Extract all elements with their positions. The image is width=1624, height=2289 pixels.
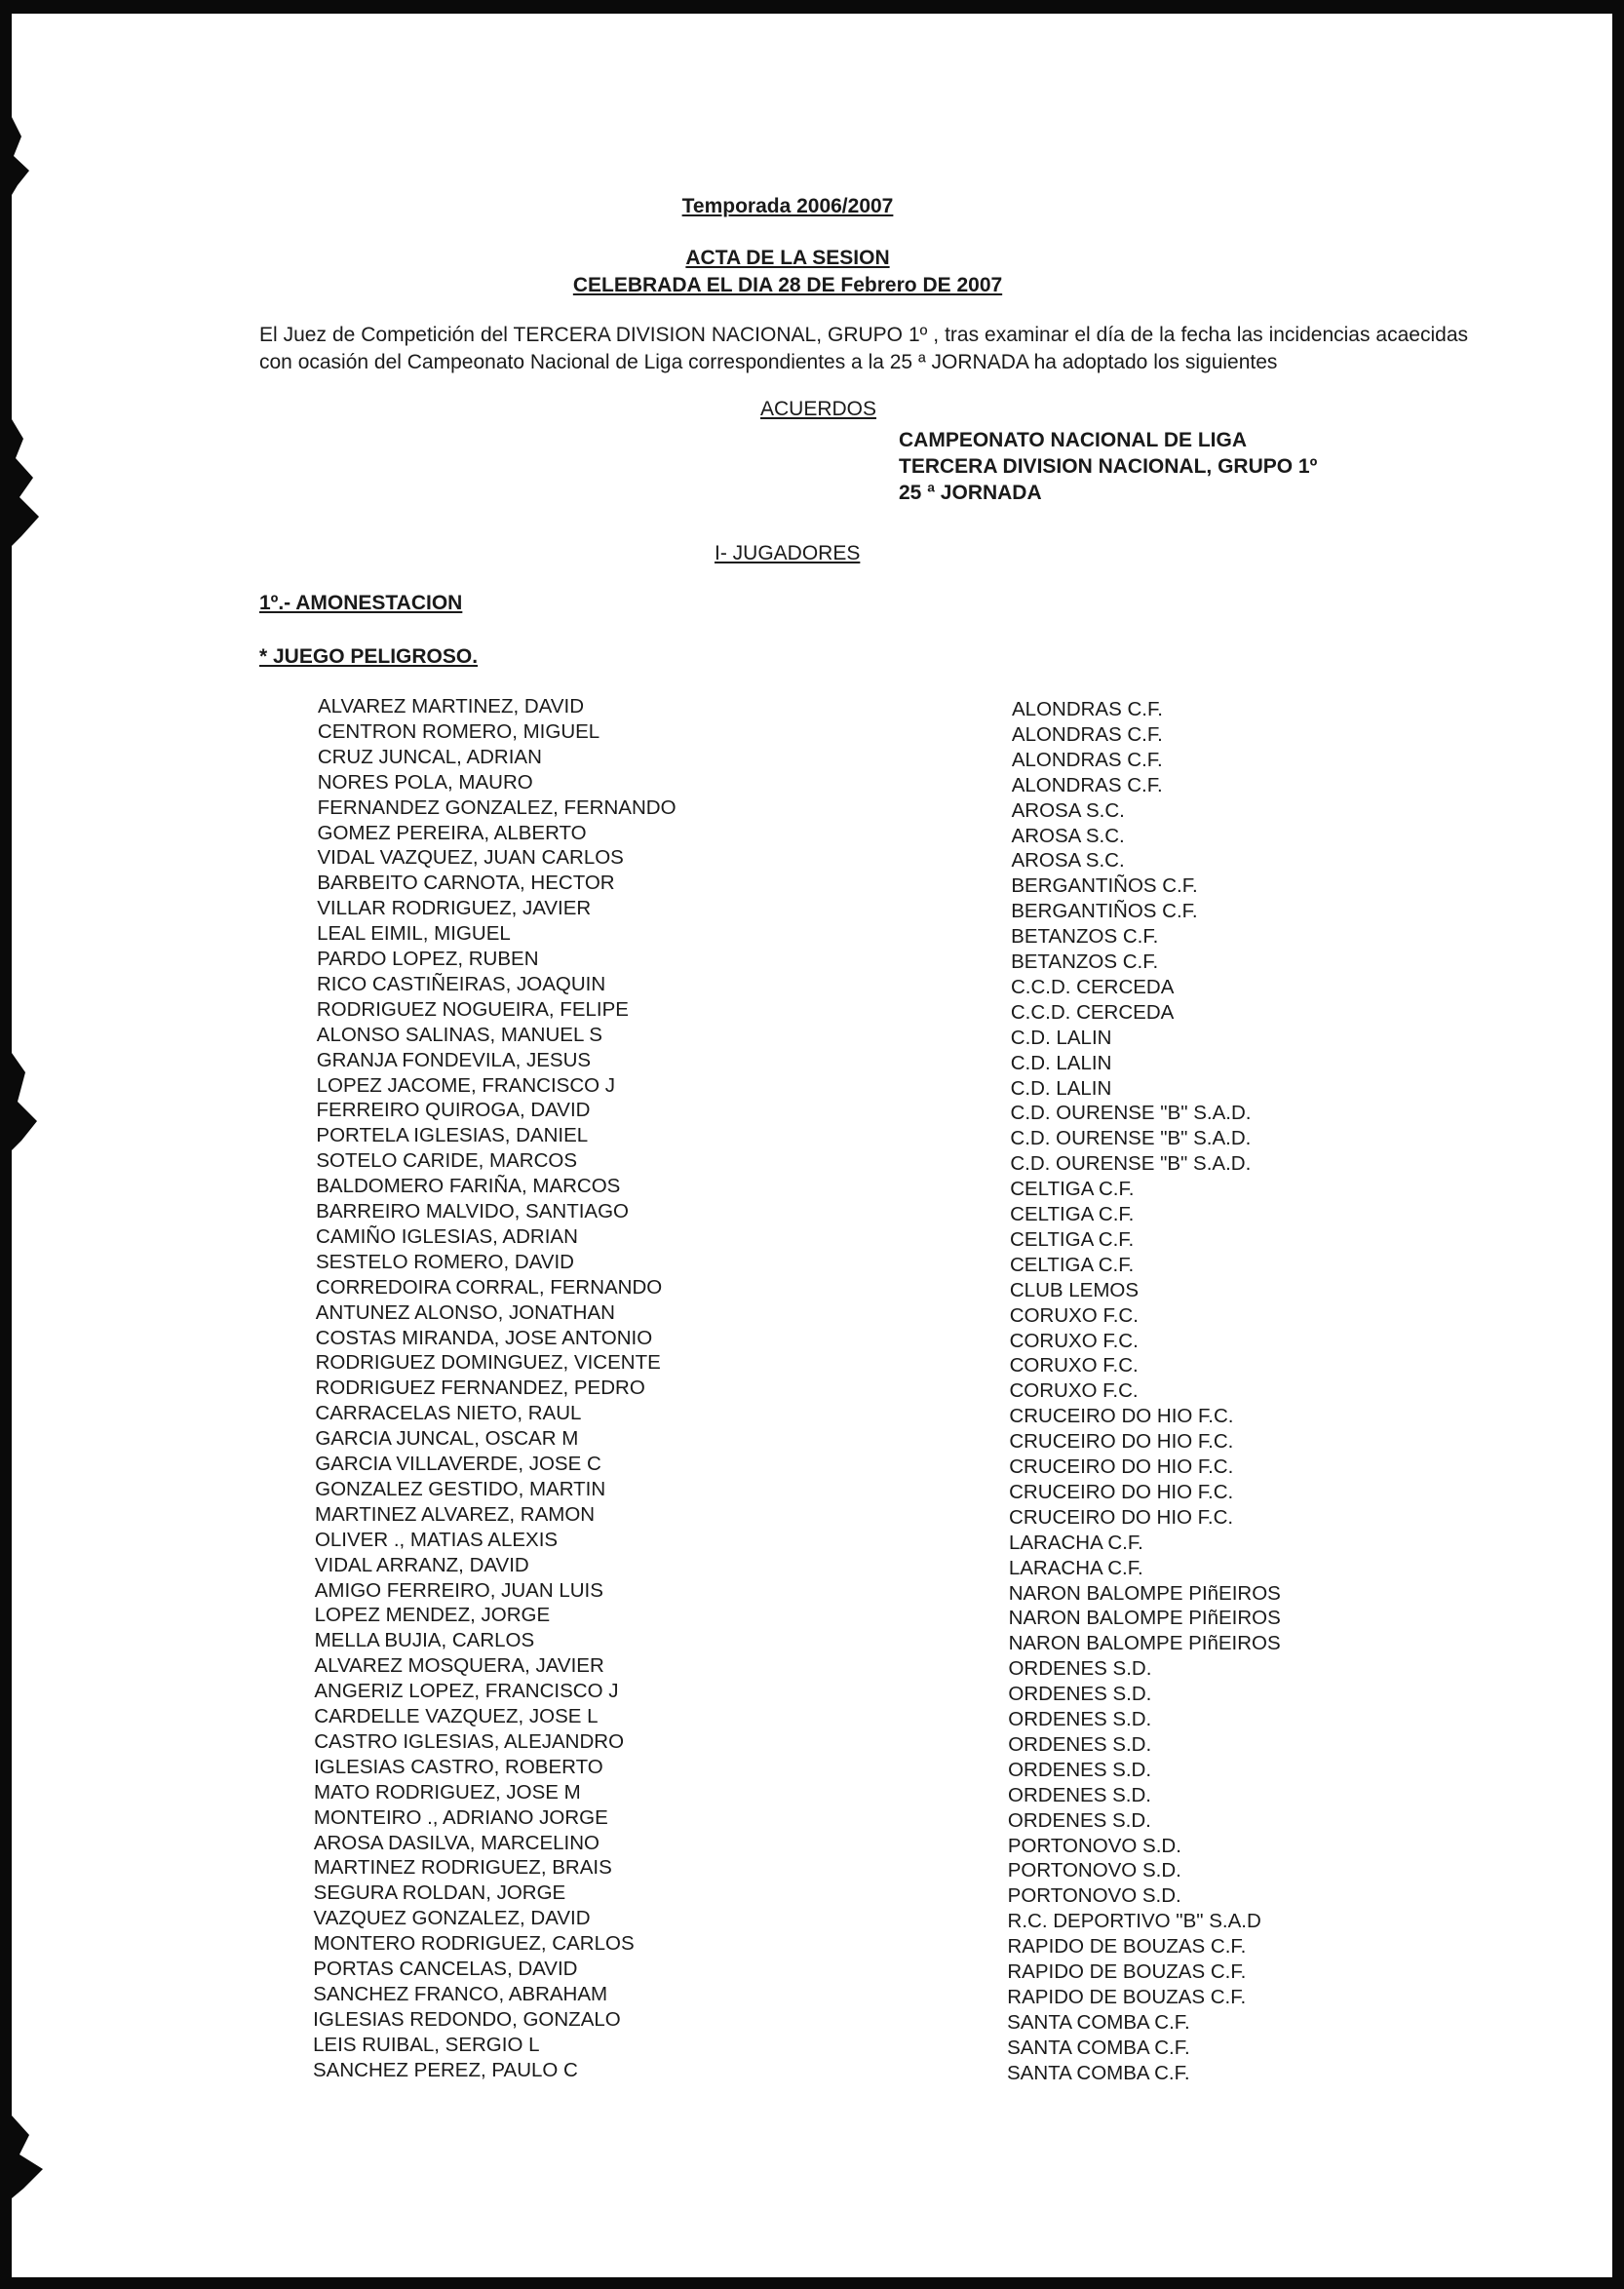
player-row xyxy=(317,973,1487,998)
player-row xyxy=(316,1225,1486,1251)
player-row xyxy=(315,1427,1485,1453)
player-club: BETANZOS C.F. xyxy=(1011,951,1159,973)
player-row xyxy=(315,1402,1485,1427)
player-row xyxy=(314,1856,1484,1882)
player-name: PARDO LOPEZ, RUBEN xyxy=(317,948,539,970)
player-name: RICO CASTIÑEIRAS, JOAQUIN xyxy=(316,972,606,995)
player-row xyxy=(317,1099,1487,1124)
player-club: AROSA S.C. xyxy=(1011,798,1125,822)
player-row xyxy=(316,1124,1486,1149)
player-club: SANTA COMBA C.F. xyxy=(1007,2010,1190,2034)
player-row xyxy=(316,1377,1486,1402)
player-name: FERREIRO QUIROGA, DAVID xyxy=(316,1099,591,1122)
player-club: RAPIDO DE BOUZAS C.F. xyxy=(1007,1985,1247,2008)
player-row xyxy=(315,1604,1485,1629)
player-club: LARACHA C.F. xyxy=(1008,1531,1143,1554)
player-club: ORDENES S.D. xyxy=(1008,1683,1152,1706)
player-name: GARCIA JUNCAL, OSCAR M xyxy=(315,1427,579,1451)
player-name: ANGERIZ LOPEZ, FRANCISCO J xyxy=(314,1680,619,1703)
player-name: SESTELO ROMERO, DAVID xyxy=(315,1250,574,1273)
player-name: CARRACELAS NIETO, RAUL xyxy=(315,1402,582,1425)
player-row xyxy=(317,1074,1487,1100)
player-name: BALDOMERO FARIÑA, MARCOS xyxy=(316,1175,621,1198)
player-name: MELLA BUJIA, CARLOS xyxy=(314,1629,535,1652)
player-name: VILLAR RODRIGUEZ, JAVIER xyxy=(317,897,592,920)
player-club: CRUCEIRO DO HIO F.C. xyxy=(1009,1405,1234,1428)
player-row xyxy=(316,1276,1486,1301)
player-club: C.C.D. CERCEDA xyxy=(1010,1000,1175,1024)
player-club: CELTIGA C.F. xyxy=(1010,1178,1135,1201)
player-name: GARCIA VILLAVERDE, JOSE C xyxy=(315,1453,601,1475)
player-name: SANCHEZ FRANCO, ABRAHAM xyxy=(313,1982,608,2005)
player-row xyxy=(314,1781,1484,1806)
player-row xyxy=(317,948,1487,973)
player-name: FERNANDEZ GONZALEZ, FERNANDO xyxy=(317,795,677,819)
player-row xyxy=(318,720,1488,746)
player-row xyxy=(315,1554,1485,1579)
player-club: ORDENES S.D. xyxy=(1008,1732,1152,1756)
player-row xyxy=(313,2059,1483,2084)
player-name: VAZQUEZ GONZALEZ, DAVID xyxy=(313,1907,591,1930)
player-name: LOPEZ MENDEZ, JORGE xyxy=(314,1604,551,1627)
championship-block xyxy=(899,427,1317,506)
player-row xyxy=(316,1149,1486,1175)
intro-paragraph: El Juez de Competición del TERCERA DIVISION NACIONAL, GRUPO 1º , tras examinar el día de la fecha las incidencias acaecidas con ocasión del Campeonato Nacional de Liga correspondientes a la 25 ª JORNADA ha adoptado los siguientes xyxy=(259,324,1468,373)
player-row xyxy=(317,897,1487,922)
player-row xyxy=(314,1680,1484,1705)
player-row xyxy=(317,1024,1487,1049)
player-club: CORUXO F.C. xyxy=(1009,1329,1139,1352)
act-date: CELEBRADA EL DIA 28 DE Febrero DE 2007 xyxy=(572,274,1003,296)
player-club: CORUXO F.C. xyxy=(1009,1303,1139,1327)
championship-line-3: 25 ª JORNADA xyxy=(899,482,1042,504)
player-club: C.D. LALIN xyxy=(1010,1076,1112,1100)
player-club: ORDENES S.D. xyxy=(1007,1808,1151,1832)
player-club: CRUCEIRO DO HIO F.C. xyxy=(1009,1505,1234,1529)
player-name: MONTEIRO ., ADRIANO JORGE xyxy=(313,1805,608,1829)
player-name: SANCHEZ PEREZ, PAULO C xyxy=(313,2058,578,2081)
section-heading: I- JUGADORES xyxy=(715,542,861,564)
player-row xyxy=(313,2034,1483,2059)
player-row xyxy=(315,1579,1485,1605)
player-club: ALONDRAS C.F. xyxy=(1011,748,1163,771)
player-name: CENTRON ROMERO, MIGUEL xyxy=(317,719,600,743)
player-club: AROSA S.C. xyxy=(1011,849,1125,873)
player-name: AMIGO FERREIRO, JUAN LUIS xyxy=(314,1578,603,1602)
player-club: RAPIDO DE BOUZAS C.F. xyxy=(1007,1935,1247,1959)
player-name: CAMIÑO IGLESIAS, ADRIAN xyxy=(316,1224,578,1248)
player-row xyxy=(314,1882,1484,1907)
player-club: LARACHA C.F. xyxy=(1008,1556,1143,1579)
player-club: ORDENES S.D. xyxy=(1008,1657,1152,1681)
player-row xyxy=(318,822,1488,847)
player-club: BETANZOS C.F. xyxy=(1011,925,1159,949)
player-name: CRUZ JUNCAL, ADRIAN xyxy=(317,745,542,768)
player-name: MONTERO RODRIGUEZ, CARLOS xyxy=(313,1932,635,1956)
player-row xyxy=(314,1730,1484,1756)
torn-paper-edge xyxy=(0,0,68,2289)
player-name: CASTRO IGLESIAS, ALEJANDRO xyxy=(314,1729,625,1753)
championship-line-2: TERCERA DIVISION NACIONAL, GRUPO 1º xyxy=(899,455,1318,478)
player-row xyxy=(317,922,1487,948)
player-row xyxy=(317,998,1487,1024)
player-name: GONZALEZ GESTIDO, MARTIN xyxy=(315,1477,606,1500)
player-club: RAPIDO DE BOUZAS C.F. xyxy=(1007,1960,1247,1983)
player-name: RODRIGUEZ FERNANDEZ, PEDRO xyxy=(315,1377,645,1400)
player-row xyxy=(314,1907,1484,1932)
championship-line-1: CAMPEONATO NACIONAL DE LIGA xyxy=(899,429,1248,451)
player-club: ORDENES S.D. xyxy=(1008,1758,1152,1781)
player-club: CLUB LEMOS xyxy=(1009,1278,1140,1301)
player-row xyxy=(315,1529,1485,1554)
player-row xyxy=(316,1301,1486,1327)
player-row xyxy=(318,796,1488,822)
player-club: NARON BALOMPE PIñEIROS xyxy=(1008,1632,1281,1655)
player-name: GRANJA FONDEVILA, JESUS xyxy=(316,1048,592,1071)
player-club: AROSA S.C. xyxy=(1011,824,1125,847)
player-row xyxy=(316,1251,1486,1276)
player-club: SANTA COMBA C.F. xyxy=(1007,2061,1190,2084)
player-row xyxy=(318,771,1488,796)
player-club: CORUXO F.C. xyxy=(1009,1354,1139,1377)
player-club: C.D. OURENSE "B" S.A.D. xyxy=(1010,1152,1252,1176)
player-row xyxy=(313,1958,1483,1983)
player-name: VIDAL ARRANZ, DAVID xyxy=(314,1553,529,1576)
player-club: PORTONOVO S.D. xyxy=(1007,1859,1181,1882)
player-name: MARTINEZ RODRIGUEZ, BRAIS xyxy=(313,1856,612,1880)
player-name: SOTELO CARIDE, MARCOS xyxy=(316,1149,578,1173)
player-row xyxy=(317,872,1487,897)
player-club: ALONDRAS C.F. xyxy=(1011,773,1163,796)
season-title: Temporada 2006/2007 xyxy=(681,195,894,217)
player-club: CELTIGA C.F. xyxy=(1010,1203,1135,1225)
player-club: ORDENES S.D. xyxy=(1008,1783,1151,1806)
player-name: MATO RODRIGUEZ, JOSE M xyxy=(314,1780,581,1804)
player-row xyxy=(315,1453,1485,1478)
player-club: ORDENES S.D. xyxy=(1008,1708,1152,1730)
player-name: RODRIGUEZ NOGUEIRA, FELIPE xyxy=(316,997,629,1021)
player-club: CELTIGA C.F. xyxy=(1009,1253,1135,1276)
scan-border-right xyxy=(1612,0,1624,2289)
player-name: IGLESIAS CASTRO, ROBERTO xyxy=(314,1755,603,1778)
player-club: CORUXO F.C. xyxy=(1009,1379,1139,1403)
player-club: NARON BALOMPE PIñEIROS xyxy=(1008,1607,1281,1630)
player-club: CRUCEIRO DO HIO F.C. xyxy=(1009,1480,1234,1503)
player-club: BERGANTIÑOS C.F. xyxy=(1011,874,1198,898)
player-name: LEIS RUIBAL, SERGIO L xyxy=(313,2033,540,2056)
player-row xyxy=(316,1175,1486,1200)
player-name: BARBEITO CARNOTA, HECTOR xyxy=(317,872,615,895)
subsection-heading: 1º.- AMONESTACION xyxy=(259,592,463,614)
player-row xyxy=(316,1351,1486,1377)
player-row xyxy=(318,746,1488,771)
scan-border-top xyxy=(0,0,1624,14)
player-name: AROSA DASILVA, MARCELINO xyxy=(313,1831,599,1854)
player-name: LOPEZ JACOME, FRANCISCO J xyxy=(316,1073,616,1097)
player-club: CRUCEIRO DO HIO F.C. xyxy=(1009,1455,1234,1478)
player-name: CARDELLE VAZQUEZ, JOSE L xyxy=(314,1705,599,1727)
player-name: ANTUNEZ ALONSO, JONATHAN xyxy=(315,1300,615,1324)
player-club: R.C. DEPORTIVO "B" S.A.D xyxy=(1007,1910,1261,1933)
player-row xyxy=(313,2008,1483,2034)
player-club: CELTIGA C.F. xyxy=(1010,1227,1135,1251)
player-row xyxy=(314,1705,1484,1730)
act-title: ACTA DE LA SESION xyxy=(685,247,890,269)
player-club: C.D. OURENSE "B" S.A.D. xyxy=(1010,1127,1252,1150)
player-club: C.D. LALIN xyxy=(1010,1051,1112,1074)
player-row xyxy=(315,1629,1485,1654)
category-heading: * JUEGO PELIGROSO. xyxy=(259,645,479,668)
player-club: ALONDRAS C.F. xyxy=(1012,698,1163,720)
scan-border-bottom xyxy=(0,2277,1624,2289)
player-name: ALONSO SALINAS, MANUEL S xyxy=(316,1023,602,1046)
player-name: MARTINEZ ALVAREZ, RAMON xyxy=(315,1502,596,1526)
player-row xyxy=(317,1049,1487,1074)
player-row xyxy=(313,1983,1483,2008)
player-club: PORTONOVO S.D. xyxy=(1007,1834,1181,1857)
player-row xyxy=(314,1806,1484,1832)
player-club: CRUCEIRO DO HIO F.C. xyxy=(1009,1430,1234,1454)
player-name: BARREIRO MALVIDO, SANTIAGO xyxy=(316,1200,629,1222)
player-name: SEGURA ROLDAN, JORGE xyxy=(313,1882,566,1905)
player-name: IGLESIAS REDONDO, GONZALO xyxy=(313,2007,621,2031)
player-row xyxy=(314,1832,1484,1857)
player-club: NARON BALOMPE PIñEIROS xyxy=(1008,1581,1281,1605)
player-row xyxy=(315,1478,1485,1503)
player-row xyxy=(317,846,1487,872)
player-name: PORTELA IGLESIAS, DANIEL xyxy=(316,1124,589,1147)
player-name: GOMEZ PEREIRA, ALBERTO xyxy=(317,821,587,844)
player-row xyxy=(315,1503,1485,1529)
player-name: VIDAL VAZQUEZ, JUAN CARLOS xyxy=(317,846,624,870)
player-club: C.D. LALIN xyxy=(1010,1026,1112,1049)
player-club: C.D. OURENSE "B" S.A.D. xyxy=(1010,1102,1252,1125)
player-name: OLIVER ., MATIAS ALEXIS xyxy=(314,1528,559,1551)
acuerdos-heading: ACUERDOS xyxy=(760,398,877,420)
player-name: ALVAREZ MARTINEZ, DAVID xyxy=(318,695,584,718)
player-row xyxy=(316,1327,1486,1352)
player-row xyxy=(314,1654,1484,1680)
player-row xyxy=(314,1756,1484,1781)
player-club: SANTA COMBA C.F. xyxy=(1007,2036,1190,2059)
player-name: COSTAS MIRANDA, JOSE ANTONIO xyxy=(315,1326,653,1349)
player-club: BERGANTIÑOS C.F. xyxy=(1011,900,1198,923)
player-club: ALONDRAS C.F. xyxy=(1011,722,1163,746)
player-name: RODRIGUEZ DOMINGUEZ, VICENTE xyxy=(315,1351,661,1375)
player-row xyxy=(316,1200,1486,1225)
player-club: C.C.D. CERCEDA xyxy=(1010,975,1175,998)
player-row xyxy=(318,695,1488,720)
player-name: ALVAREZ MOSQUERA, JAVIER xyxy=(314,1654,604,1678)
player-name: NORES POLA, MAURO xyxy=(317,770,533,794)
player-row xyxy=(313,1932,1483,1958)
player-name: CORREDOIRA CORRAL, FERNANDO xyxy=(315,1275,663,1299)
player-name: PORTAS CANCELAS, DAVID xyxy=(313,1958,578,1980)
player-name: LEAL EIMIL, MIGUEL xyxy=(317,922,511,946)
player-club: PORTONOVO S.D. xyxy=(1007,1884,1181,1908)
